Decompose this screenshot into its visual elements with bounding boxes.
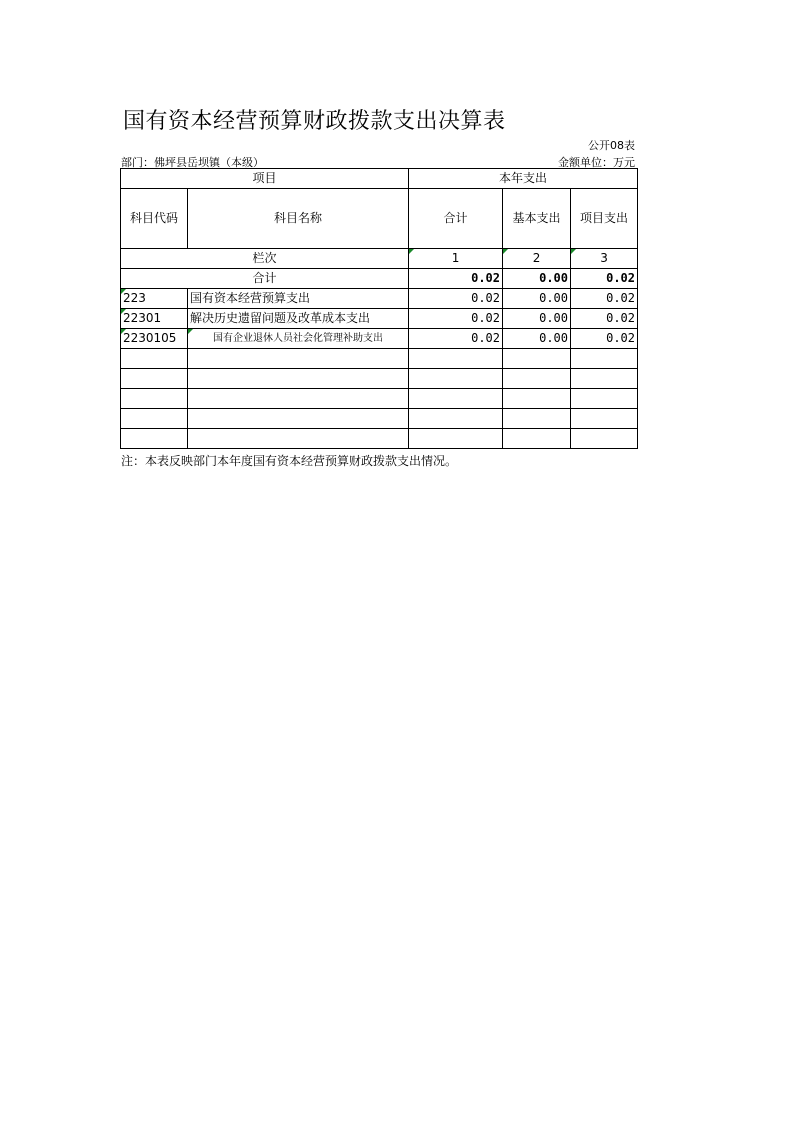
- row-total: 0.02: [409, 309, 503, 329]
- row-project: 0.02: [571, 309, 638, 329]
- column-number-3: 3: [571, 249, 638, 269]
- footnote: 注：本表反映部门本年度国有资本经营预算财政拨款支出情况。: [121, 454, 458, 468]
- header-name: 科目名称: [188, 189, 409, 249]
- expenditure-table: [120, 168, 638, 449]
- row-code: 2230105: [121, 329, 188, 349]
- row-project: 0.02: [571, 289, 638, 309]
- column-number-2: 2: [503, 249, 571, 269]
- header-total: 合计: [409, 189, 503, 249]
- header-item: 项目: [121, 169, 409, 189]
- column-number-label: 栏次: [121, 249, 409, 269]
- row-total: 0.02: [409, 329, 503, 349]
- amount-unit-label: 金额单位：万元: [558, 156, 635, 169]
- empty-row: [121, 369, 638, 389]
- table-row: [121, 309, 638, 329]
- header-code: 科目代码: [121, 189, 188, 249]
- row-code: 223: [121, 289, 188, 309]
- total-label: 合计: [121, 269, 409, 289]
- page-title: 国有资本经营预算财政拨款支出决算表: [123, 109, 506, 134]
- header-row-1: [121, 169, 638, 189]
- empty-row: [121, 429, 638, 449]
- row-basic: 0.00: [503, 309, 571, 329]
- header-row-2: [121, 189, 638, 249]
- row-name: 解决历史遗留问题及改革成本支出: [188, 309, 409, 329]
- total-project: 0.02: [571, 269, 638, 289]
- table-row: [121, 289, 638, 309]
- empty-row: [121, 389, 638, 409]
- column-number-1: 1: [409, 249, 503, 269]
- row-name: 国有企业退休人员社会化管理补助支出: [188, 329, 409, 349]
- empty-row: [121, 349, 638, 369]
- row-code: 22301: [121, 309, 188, 329]
- total-row: [121, 269, 638, 289]
- row-basic: 0.00: [503, 289, 571, 309]
- header-basic: 基本支出: [503, 189, 571, 249]
- header-current-year: 本年支出: [409, 169, 638, 189]
- row-name: 国有资本经营预算支出: [188, 289, 409, 309]
- row-project: 0.02: [571, 329, 638, 349]
- department-label: 部门：佛坪县岳坝镇（本级）: [121, 156, 264, 169]
- empty-row: [121, 409, 638, 429]
- row-basic: 0.00: [503, 329, 571, 349]
- row-total: 0.02: [409, 289, 503, 309]
- header-project: 项目支出: [571, 189, 638, 249]
- total-basic: 0.00: [503, 269, 571, 289]
- column-number-row: [121, 249, 638, 269]
- total-sum: 0.02: [409, 269, 503, 289]
- form-number: 公开08表: [588, 139, 635, 152]
- table-row: [121, 329, 638, 349]
